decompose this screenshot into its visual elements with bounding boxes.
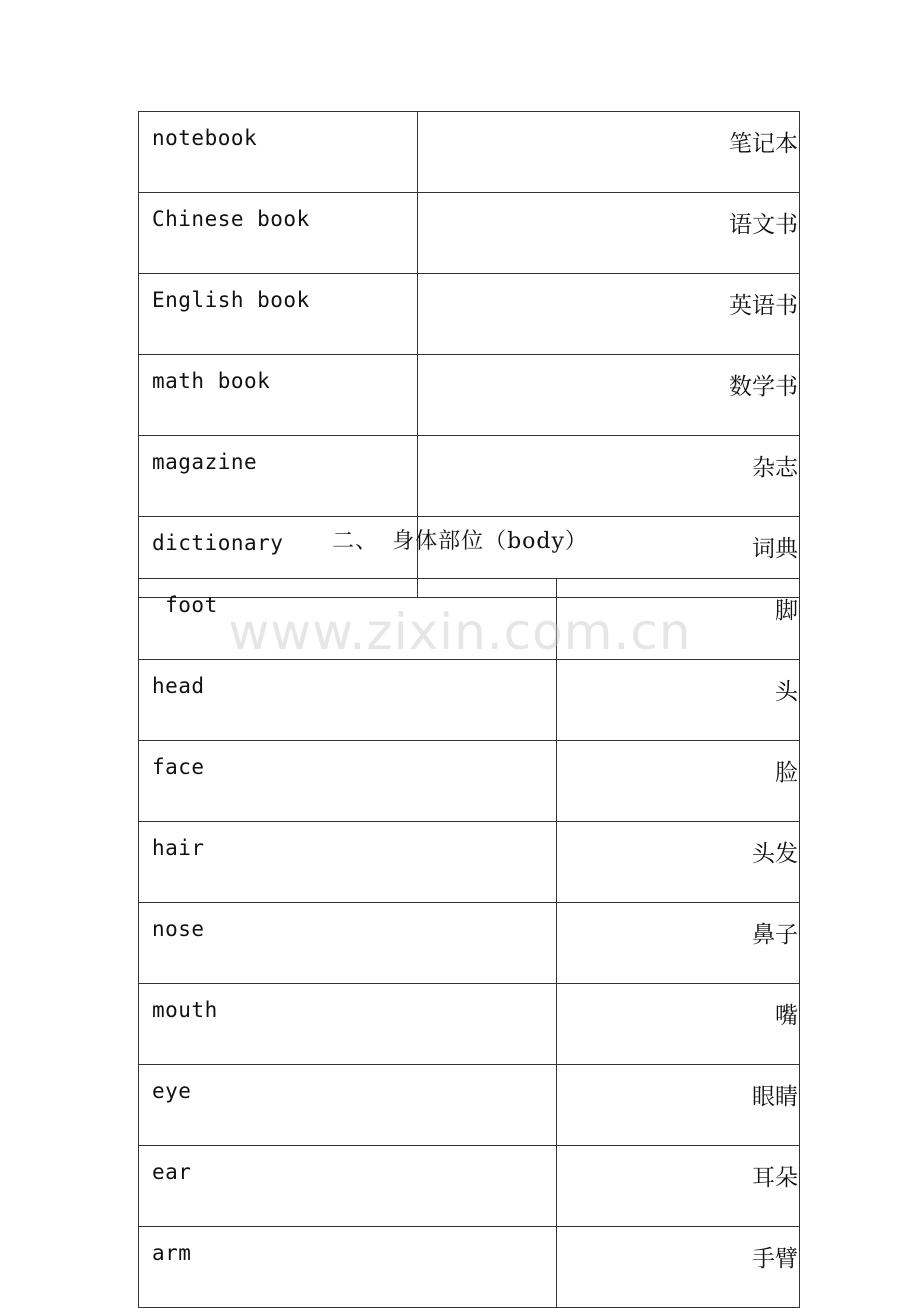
english-word: hair bbox=[139, 822, 557, 903]
english-word: eye bbox=[139, 1065, 557, 1146]
english-word: notebook bbox=[139, 112, 418, 193]
table-row bbox=[139, 274, 800, 355]
english-word: foot bbox=[139, 579, 557, 660]
english-word: head bbox=[139, 660, 557, 741]
chinese-translation: 英语书 bbox=[418, 274, 800, 355]
english-word: arm bbox=[139, 1227, 557, 1308]
chinese-translation: 鼻子 bbox=[557, 903, 800, 984]
section-heading bbox=[0, 524, 920, 555]
table-row bbox=[139, 1065, 800, 1146]
table-row bbox=[139, 984, 800, 1065]
chinese-translation: 嘴 bbox=[557, 984, 800, 1065]
english-word: dictionary bbox=[139, 517, 418, 598]
section-title-text: 身体部位（body） bbox=[392, 529, 588, 554]
chinese-translation: 脚 bbox=[557, 579, 800, 660]
chinese-translation: 眼睛 bbox=[557, 1065, 800, 1146]
chinese-translation: 词典 bbox=[418, 517, 800, 598]
chinese-translation: 耳朵 bbox=[557, 1146, 800, 1227]
table-row bbox=[139, 355, 800, 436]
chinese-translation: 杂志 bbox=[418, 436, 800, 517]
english-word: magazine bbox=[139, 436, 418, 517]
table-row bbox=[139, 660, 800, 741]
chinese-translation: 数学书 bbox=[418, 355, 800, 436]
table-row bbox=[139, 436, 800, 517]
section-number: 二、 bbox=[332, 529, 379, 554]
english-word: nose bbox=[139, 903, 557, 984]
english-word: mouth bbox=[139, 984, 557, 1065]
english-word: ear bbox=[139, 1146, 557, 1227]
chinese-translation: 头发 bbox=[557, 822, 800, 903]
table-row bbox=[139, 579, 800, 660]
table-row bbox=[139, 1227, 800, 1308]
vocab-table-body-parts bbox=[138, 578, 800, 1308]
table-row bbox=[139, 822, 800, 903]
chinese-translation: 笔记本 bbox=[418, 112, 800, 193]
chinese-translation: 语文书 bbox=[418, 193, 800, 274]
table-row bbox=[139, 112, 800, 193]
table-row bbox=[139, 193, 800, 274]
chinese-translation: 手臂 bbox=[557, 1227, 800, 1308]
table-row bbox=[139, 741, 800, 822]
chinese-translation: 头 bbox=[557, 660, 800, 741]
english-word: math book bbox=[139, 355, 418, 436]
chinese-translation: 脸 bbox=[557, 741, 800, 822]
table-row bbox=[139, 1146, 800, 1227]
english-word: Chinese book bbox=[139, 193, 418, 274]
english-word: English book bbox=[139, 274, 418, 355]
english-word: face bbox=[139, 741, 557, 822]
watermark: www.zixin.com.cn bbox=[228, 603, 692, 661]
table-row bbox=[139, 903, 800, 984]
